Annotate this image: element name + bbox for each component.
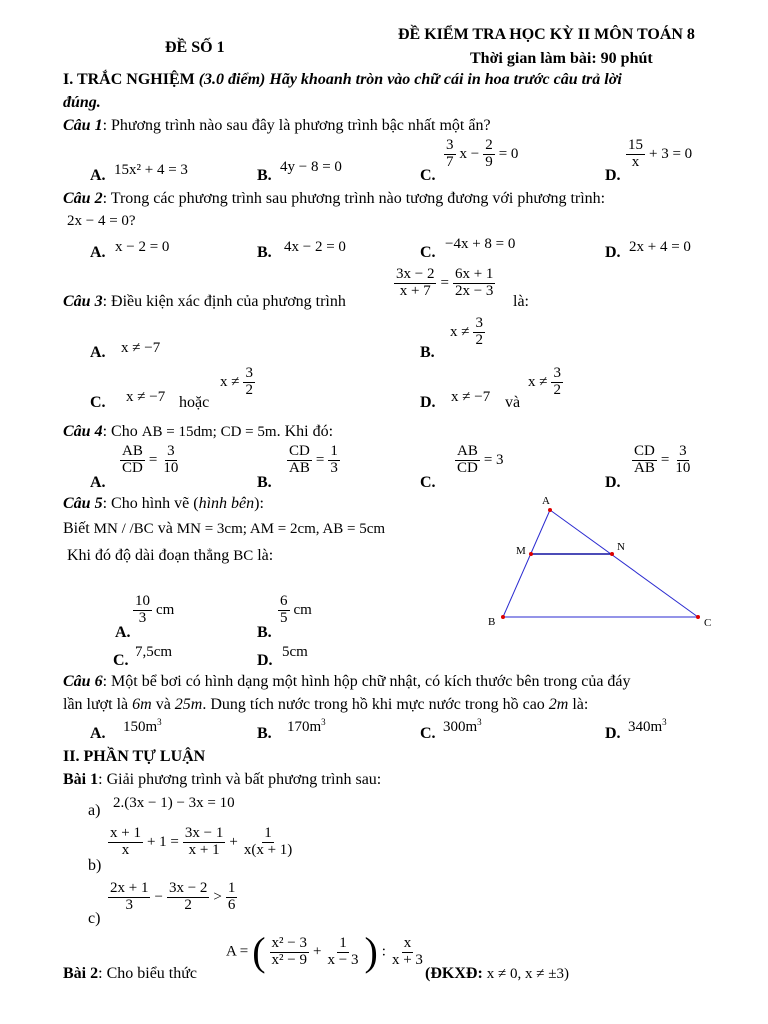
q2-opt-c-expr: −4x + 8 = 0 [445, 236, 516, 252]
q6-opt-a-expr: $150m^3$ [123, 717, 162, 735]
q5-question: Khi đó độ dài đoạn thẳng BC là: [67, 547, 274, 564]
q3-d-frac: $\frac{3}{2}$ [553, 365, 561, 398]
q2-label: Câu 2 [63, 190, 103, 207]
q1-opt-c-expr: $\frac{3}{7}$ x − $\frac{2}{9}$ = 0 [446, 137, 519, 170]
bai1-a-expr: 2.(3x − 1) − 3x = 10 [113, 795, 235, 811]
q3-stem [63, 294, 346, 310]
q3-opt-a-expr: x ≠ −7 [121, 340, 161, 356]
exam-title: ĐỀ KIỂM TRA HỌC KỲ II MÔN TOÁN 8 [398, 26, 695, 43]
point-B [501, 615, 505, 619]
q5-given-values: MN = 3cm; AM = 2cm, AB = 5cm [176, 521, 386, 537]
q5-opt-d-expr: 5cm [282, 644, 308, 660]
q4-label: Câu 4 [63, 423, 103, 440]
q3-equation: $\frac{3x - 2}{x + 7}$ = $\frac{6x + 1}{2x - 3}$ [396, 266, 494, 299]
bai1-label: Bài 1 [63, 771, 99, 788]
bai1-c-label: c) [88, 910, 101, 927]
q3-opt-c-letter: C. [90, 394, 106, 411]
q3-b-frac: $\frac{3}{2}$ [475, 315, 483, 348]
q1-opt-c-letter: C. [420, 167, 436, 184]
q5-triangle-figure [480, 492, 720, 632]
q3-c-frac: $\frac{3}{2}$ [245, 365, 253, 398]
q1-opt-b-letter: B. [257, 167, 272, 184]
q5-opt-c-letter: C. [113, 652, 129, 669]
q2-stem [63, 191, 605, 207]
q2-opt-b-letter: B. [257, 244, 272, 261]
section1-points: (3.0 điểm) [198, 71, 266, 88]
section2-title: II. PHẦN TỰ LUẬN [63, 748, 206, 765]
bai2-label: Bài 2 [63, 965, 99, 982]
q3-frac-right: $\frac{6x + 1}{2x - 3}$ [454, 266, 494, 299]
q5-given: Biết MN / /BC và MN = 3cm; AM = 2cm, AB = 5cm [63, 520, 386, 537]
q5-opt-d-letter: D. [257, 652, 273, 669]
section1-heading [63, 72, 622, 88]
bai1-b-expr: $\frac{x + 1}{x}$ + 1 = $\frac{3x - 1}{x + 1}$ + $\frac{1}{x(x + 1)}$ [110, 825, 293, 858]
q2-opt-d-expr: 2x + 4 = 0 [629, 239, 691, 255]
segment-AC [550, 510, 698, 617]
q6-opt-b-expr: $170m^3$ [287, 717, 326, 735]
q1-opt-b-expr: 4y − 8 = 0 [280, 159, 342, 175]
q4-opt-b-letter: B. [257, 474, 272, 491]
q6-opt-c-letter: C. [420, 725, 436, 742]
q1-d-frac: $\frac{15}{x}$ [628, 137, 643, 170]
q3-frac-left: $\frac{3x - 2}{x + 7}$ [396, 266, 435, 299]
q2-opt-c-letter: C. [420, 244, 436, 261]
q4-opt-c-expr: $\frac{AB}{CD}$ = 3 [457, 443, 504, 476]
q4-stem [63, 424, 333, 440]
q4-opt-d-expr: $\frac{CD}{AB}$ = $\frac{3}{10}$ [634, 443, 691, 476]
label-A: A [542, 495, 550, 507]
q6-stem-line1: Câu 6: Một bể bơi có hình dạng một hình hộp chữ nhật, có kích thước bên trong của đáy [63, 673, 631, 690]
q3-opt-c-expr2: x ≠ $\frac{3}{2}$ [220, 365, 253, 398]
label-B: B [488, 616, 496, 628]
q2-equation: 2x − 4 = 0? [67, 213, 136, 229]
q6-label: Câu 6 [63, 673, 103, 690]
q6-opt-a-letter: A. [90, 725, 106, 742]
q3-opt-b-letter: B. [420, 344, 435, 361]
q5-opt-b-letter: B. [257, 624, 272, 641]
q5-opt-a-letter: A. [115, 624, 131, 641]
q5-opt-a-expr: $\frac{10}{3}$ cm [135, 593, 175, 626]
q2-opt-a-letter: A. [90, 244, 106, 261]
label-C: C [704, 617, 712, 629]
q3-opt-d-expr: x ≠ −7 [451, 389, 491, 405]
q1-label: Câu 1 [63, 117, 103, 134]
q2-opt-b-expr: 4x − 2 = 0 [284, 239, 346, 255]
q3-opt-b-expr: x ≠ $\frac{3}{2}$ [450, 315, 483, 348]
q1-text: : Phương trình nào sau đây là phương trình bậc nhất một ẩn? [102, 117, 491, 134]
q4-opt-d-letter: D. [605, 474, 621, 491]
q5-opt-c-expr: 7,5cm [135, 644, 173, 660]
q5-opt-b-expr: $\frac{6}{5}$ cm [280, 593, 312, 626]
q2-opt-d-letter: D. [605, 244, 621, 261]
q6-opt-d-letter: D. [605, 725, 621, 742]
bai1-a-label: a) [88, 802, 101, 819]
bai2-stem: Bài 2: Cho biểu thức [63, 965, 198, 982]
point-C [696, 615, 700, 619]
q6-opt-d-expr: $340m^3$ [628, 717, 667, 735]
q5-label: Câu 5 [63, 495, 103, 512]
bai2-condition: (ĐKXĐ: x ≠ 0, x ≠ ±3) [425, 965, 569, 982]
q3-opt-c-or: hoặc [179, 394, 210, 411]
bai1-b-label: b) [88, 857, 102, 874]
q1-opt-a-letter: A. [90, 167, 106, 184]
q3-opt-d-letter: D. [420, 394, 436, 411]
segment-AB [503, 510, 550, 617]
q2-opt-a-expr: x − 2 = 0 [115, 239, 170, 255]
q2-text: : Trong các phương trình sau phương trình nào tương đương với phương trình: [102, 190, 606, 207]
point-N [610, 552, 614, 556]
label-N: N [617, 541, 625, 553]
q4-given: AB = 15dm; CD = 5m [141, 424, 277, 440]
q4-opt-b-expr: $\frac{CD}{AB}$ = $\frac{1}{3}$ [289, 443, 338, 476]
bai2-expr: A = ( $\frac{\text{x² − 3}}{\text{x² − 9}}$ + $\frac{1}{x - 3}$ ) : $\frac{x}{x + 3}$ [226, 929, 423, 974]
q3-text: : Điều kiện xác định của phương trình [102, 293, 346, 310]
exam-duration: Thời gian làm bài: 90 phút [470, 50, 653, 67]
q4-text-post: . Khi đó: [276, 423, 334, 440]
q3-opt-c-expr: x ≠ −7 [126, 389, 166, 405]
q1-c-frac2: $\frac{2}{9}$ [485, 137, 493, 170]
exam-number: ĐỀ SỐ 1 [165, 39, 225, 56]
q6-opt-b-letter: B. [257, 725, 272, 742]
q3-opt-a-letter: A. [90, 344, 106, 361]
q4-opt-a-letter: A. [90, 474, 106, 491]
bai1-c-expr: $\frac{2x + 1}{3}$ − $\frac{3x - 2}{2}$ > $\frac{1}{6}$ [110, 880, 236, 913]
q1-opt-d-letter: D. [605, 167, 621, 184]
q4-opt-a-expr: $\frac{AB}{CD}$ = $\frac{3}{10}$ [122, 443, 179, 476]
q6-stem-line2: lần lượt là 6m và 25m. Dung tích nước trong hồ khi mực nước trong hồ cao 2m là: [63, 696, 589, 713]
q6-opt-c-expr: $300m^3$ [443, 717, 482, 735]
q1-opt-d-expr: $\frac{15}{x}$ + 3 = 0 [628, 137, 693, 170]
point-M [529, 552, 533, 556]
q4-text: : Cho [102, 423, 138, 440]
q3-opt-d-expr2: x ≠ $\frac{3}{2}$ [528, 365, 561, 398]
q1-opt-a-expr: 15x² + 4 = 3 [114, 162, 188, 178]
label-M: M [516, 545, 526, 557]
q5-stem: Câu 5: Cho hình vẽ (hình bên): [63, 495, 264, 512]
q1-stem [63, 118, 491, 134]
q3-label: Câu 3 [63, 293, 103, 310]
section1-instruction-cont: đúng. [63, 94, 101, 111]
bai1-stem: Bài 1: Giải phương trình và bất phương trình sau: [63, 771, 382, 788]
section1-title: I. TRẮC NGHIỆM [63, 71, 195, 88]
q4-opt-c-letter: C. [420, 474, 436, 491]
q3-stem-end: là: [513, 293, 529, 310]
section1-instruction: Hãy khoanh tròn vào chữ cái in hoa trước câu trả lời [269, 71, 622, 88]
q1-c-frac1: $\frac{3}{7}$ [446, 137, 454, 170]
q3-opt-d-and: và [505, 394, 521, 411]
point-A [548, 508, 552, 512]
